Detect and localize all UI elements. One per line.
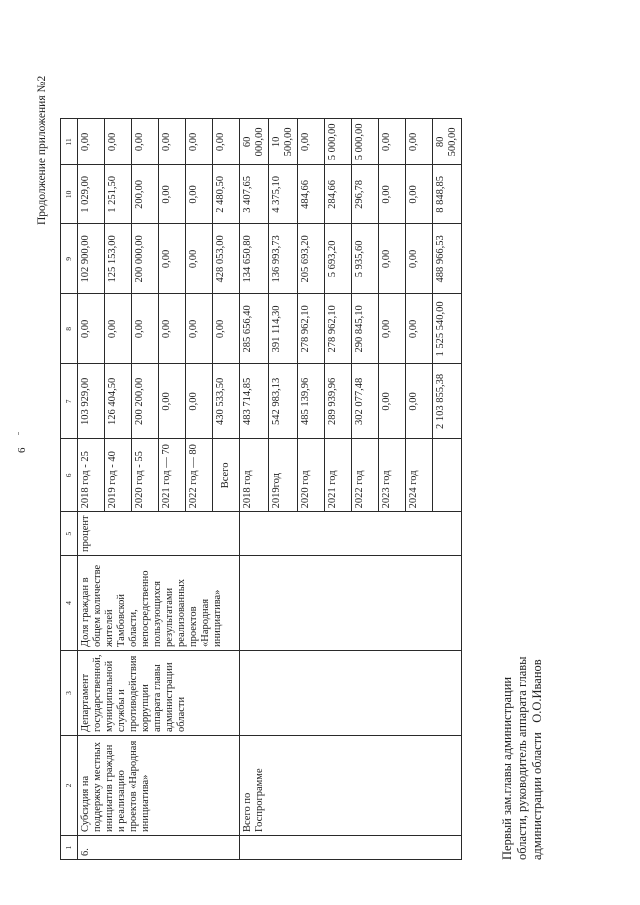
amount-cell: 484,66	[298, 165, 325, 224]
indicator-cell: Доля граждан в общем количестве жителей Тамбовской области, непосредственно пользующихся результатами реализованных проектов «Народная инициатива»	[78, 556, 240, 651]
signature-line: Первый зам.главы администрации	[500, 676, 514, 860]
amount-cell: 103 929,00	[78, 364, 105, 439]
total-label-cell: Всего по Госпрограмме	[240, 736, 462, 836]
appendix-note: Продолжение приложения №2	[36, 75, 48, 225]
column-number: 3	[61, 651, 78, 736]
amount-cell: 0,00	[186, 364, 213, 439]
amount-cell: 296,78	[352, 165, 379, 224]
amount-cell: 0,00	[379, 224, 406, 294]
column-number: 11	[61, 119, 78, 165]
amount-cell: 0,00	[186, 294, 213, 364]
signature-line	[530, 656, 545, 860]
column-number: 5	[61, 512, 78, 556]
column-number-row	[61, 119, 78, 860]
amount-cell: 0,00	[159, 119, 186, 165]
amount-cell: 1 029,00	[78, 165, 105, 224]
table-row	[240, 119, 269, 860]
amount-cell: 302 077,48	[352, 364, 379, 439]
year-cell: 2021 год	[325, 439, 352, 512]
amount-cell: 200,00	[132, 165, 159, 224]
amount-cell: 0,00	[379, 119, 406, 165]
column-number: 7	[61, 364, 78, 439]
year-cell	[433, 439, 462, 512]
amount-cell: 8 848,85	[433, 165, 462, 224]
amount-cell: 391 114,30	[269, 294, 298, 364]
amount-cell: 80 500,00	[433, 119, 462, 165]
table-row	[78, 119, 105, 860]
signature-line: области, руководитель аппарата главы	[515, 656, 529, 860]
year-cell: 2018 год	[240, 439, 269, 512]
amount-cell: 0,00	[132, 294, 159, 364]
amount-cell: 60 000,00	[240, 119, 269, 165]
amount-cell: 0,00	[105, 119, 132, 165]
amount-cell: 2 103 855,38	[433, 364, 462, 439]
amount-cell: 488 966,53	[433, 224, 462, 294]
year-cell: 2019 год - 40	[105, 439, 132, 512]
amount-cell: 278 962,10	[298, 294, 325, 364]
signature-block	[500, 656, 545, 860]
column-number: 6	[61, 439, 78, 512]
empty-cell	[240, 512, 462, 556]
year-cell: 2020 год	[298, 439, 325, 512]
amount-cell: 0,00	[213, 119, 240, 165]
column-number: 1	[61, 836, 78, 860]
amount-cell: 1 251,50	[105, 165, 132, 224]
executor-cell: Департамент государственной, муниципальной службы и противодействия коррупции аппарата главы администрации области	[78, 651, 240, 736]
amount-cell: 0,00	[186, 119, 213, 165]
amount-cell: 5 693,20	[325, 224, 352, 294]
signatory-name: О.О.Иванов	[530, 659, 544, 723]
column-number: 2	[61, 736, 78, 836]
amount-cell: 0,00	[159, 364, 186, 439]
amount-cell: 0,00	[186, 165, 213, 224]
empty-cell	[240, 836, 462, 860]
amount-cell: 0,00	[379, 165, 406, 224]
amount-cell: 0,00	[406, 224, 433, 294]
column-number: 9	[61, 224, 78, 294]
amount-cell: 10 500,00	[269, 119, 298, 165]
empty-cell	[240, 556, 462, 651]
measure-cell: Субсидия на поддержку местных инициатив граждан и реализацию проектов «Народная инициатива»	[78, 736, 240, 836]
amount-cell: 285 656,40	[240, 294, 269, 364]
amount-cell: 290 845,10	[352, 294, 379, 364]
signature-position: администрации области	[530, 732, 544, 860]
page-number: 6	[16, 447, 28, 453]
amount-cell: 205 693,20	[298, 224, 325, 294]
amount-cell: 126 404,50	[105, 364, 132, 439]
amount-cell: 200 200,00	[132, 364, 159, 439]
amount-cell: 0,00	[379, 294, 406, 364]
amount-cell: 5 935,60	[352, 224, 379, 294]
scan-mark	[18, 432, 19, 435]
unit-cell: процент	[78, 512, 240, 556]
column-number: 4	[61, 556, 78, 651]
amount-cell: 1 525 540,00	[433, 294, 462, 364]
empty-cell	[240, 651, 462, 736]
amount-cell: 0,00	[406, 294, 433, 364]
amount-cell: 2 480,50	[213, 165, 240, 224]
year-cell: Всего	[213, 439, 240, 512]
amount-cell: 0,00	[379, 364, 406, 439]
amount-cell: 483 714,85	[240, 364, 269, 439]
year-cell: 2022 год	[352, 439, 379, 512]
amount-cell: 200 000,00	[132, 224, 159, 294]
amount-cell: 485 139,96	[298, 364, 325, 439]
amount-cell: 0,00	[406, 165, 433, 224]
amount-cell: 0,00	[132, 119, 159, 165]
amount-cell: 0,00	[105, 294, 132, 364]
amount-cell: 0,00	[159, 165, 186, 224]
row-number-cell: 6.	[78, 836, 240, 860]
amount-cell: 0,00	[159, 294, 186, 364]
year-cell: 2019год	[269, 439, 298, 512]
year-cell: 2023 год	[379, 439, 406, 512]
amount-cell: 542 983,13	[269, 364, 298, 439]
year-cell: 2020 год - 55	[132, 439, 159, 512]
amount-cell: 102 900,00	[78, 224, 105, 294]
amount-cell: 0,00	[213, 294, 240, 364]
amount-cell: 289 939,96	[325, 364, 352, 439]
amount-cell: 134 650,80	[240, 224, 269, 294]
year-cell: 2024 год	[406, 439, 433, 512]
amount-cell: 136 993,73	[269, 224, 298, 294]
amount-cell: 125 153,00	[105, 224, 132, 294]
budget-table	[60, 118, 462, 860]
amount-cell: 430 533,50	[213, 364, 240, 439]
amount-cell: 0,00	[186, 224, 213, 294]
amount-cell: 3 407,65	[240, 165, 269, 224]
amount-cell: 0,00	[78, 119, 105, 165]
amount-cell: 0,00	[78, 294, 105, 364]
column-number: 8	[61, 294, 78, 364]
year-cell: 2022 год — 80	[186, 439, 213, 512]
amount-cell: 5 000,00	[325, 119, 352, 165]
column-number: 10	[61, 165, 78, 224]
amount-cell: 428 053,00	[213, 224, 240, 294]
amount-cell: 0,00	[159, 224, 186, 294]
amount-cell: 284,66	[325, 165, 352, 224]
amount-cell: 0,00	[406, 364, 433, 439]
year-cell: 2021 год — 70	[159, 439, 186, 512]
amount-cell: 5 000,00	[352, 119, 379, 165]
amount-cell: 0,00	[298, 119, 325, 165]
amount-cell: 4 375,10	[269, 165, 298, 224]
year-cell: 2018 год - 25	[78, 439, 105, 512]
amount-cell: 278 962,10	[325, 294, 352, 364]
amount-cell: 0,00	[406, 119, 433, 165]
